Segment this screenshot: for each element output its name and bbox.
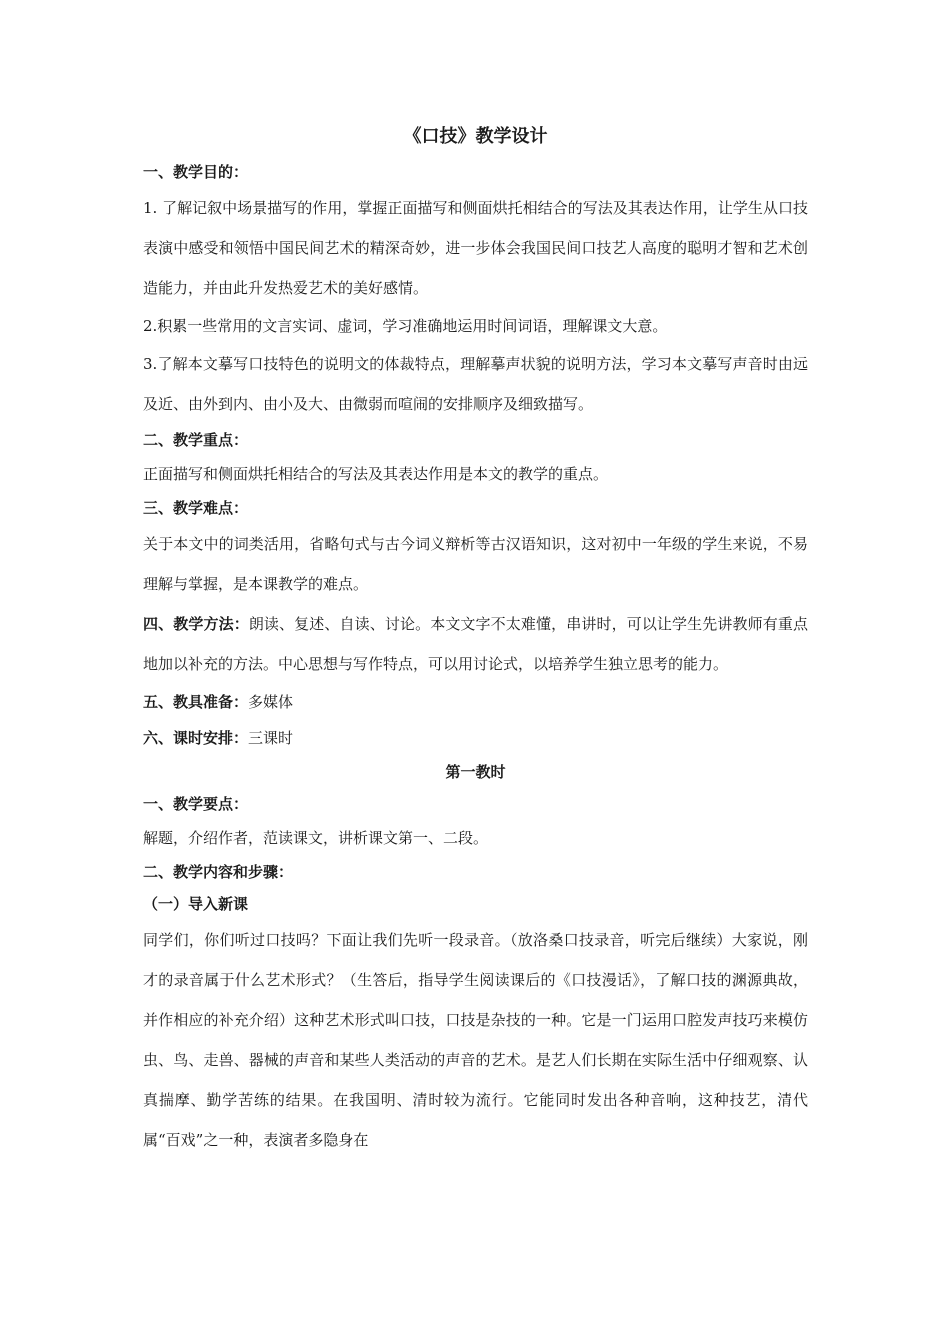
materials-paragraph xyxy=(143,684,808,720)
difficulties-text: 关于本文中的词类活用，省略句式与古今词义辩析等古汉语知识，这对初中一年级的学生来说，不易理解与掌握，是本课教学的难点。 xyxy=(143,535,808,593)
section-heading-materials: 五、教具准备： xyxy=(143,693,249,711)
methods-text: 朗读、复述、自读、讨论。本文文字不太难懂，串讲时，可以让学生先讲教师有重点地加以补充的方法。中心思想与写作特点，可以用讨论式，以培养学生独立思考的能力。 xyxy=(143,615,808,673)
document-body xyxy=(143,118,808,1160)
section-heading-difficulties: 三、教学难点： xyxy=(143,499,249,517)
schedule-text: 三课时 xyxy=(248,729,294,747)
section-heading-methods: 四、教学方法： xyxy=(143,615,249,633)
lesson1-title: 第一教时 xyxy=(445,763,506,781)
objective-item-3: 3.了解本文摹写口技特色的说明文的体裁特点，理解摹声状貌的说明方法，学习本文摹写声音时由远及近、由外到内、由小及大、由微弱而喧闹的安排顺序及细致描写。 xyxy=(143,355,808,413)
objective-item-1: 1. 了解记叙中场景描写的作用，掌握正面描写和侧面烘托相结合的写法及其表达作用，让学生从口技表演中感受和领悟中国民间艺术的精深奇妙，进一步体会我国民间口技艺人高度的聪明才智和艺术创造能力，并由此升发热爱艺术的美好感情。 xyxy=(143,199,808,297)
lesson1-heading-key-points: 一、教学要点： xyxy=(143,795,249,813)
lesson1-heading-steps: 二、教学内容和步骤： xyxy=(143,863,294,881)
section-heading-objectives: 一、教学目的： xyxy=(143,163,249,181)
section-heading-schedule: 六、课时安排： xyxy=(143,729,249,747)
lesson1-intro-text: 同学们，你们听过口技吗？下面让我们先听一段录音。（放洛桑口技录音，听完后继续）大家说，刚才的录音属于什么艺术形式？（生答后，指导学生阅读课后的《口技漫话》，了解口技的渊源典故，并作相应的补充介绍）这种艺术形式叫口技，口技是杂技的一种。它是一门运用口腔发声技巧来模仿虫、鸟、走兽、器械的声音和某些人类活动的声音的艺术。是艺人们长期在实际生活中仔细观察、认真揣摩、勤学苦练的结果。在我国明、清时较为流行。它能同时发出各种音响，这种技艺，清代属“百戏”之一种，表演者多隐身在 xyxy=(143,931,808,1149)
objective-item-2: 2.积累一些常用的文言实词、虚词，学习准确地运用时间词语，理解课文大意。 xyxy=(143,317,668,335)
methods-paragraph xyxy=(143,604,808,684)
section-heading-key-points: 二、教学重点： xyxy=(143,431,249,449)
document-title: 《口技》教学设计 xyxy=(403,126,548,147)
schedule-paragraph xyxy=(143,720,808,756)
lesson1-subheading-intro: （一）导入新课 xyxy=(143,895,249,913)
key-points-text: 正面描写和侧面烘托相结合的写法及其表达作用是本文的教学的重点。 xyxy=(143,465,609,483)
materials-text: 多媒体 xyxy=(248,693,294,711)
lesson1-key-points-text: 解题，介绍作者，范读课文，讲析课文第一、二段。 xyxy=(143,829,489,847)
